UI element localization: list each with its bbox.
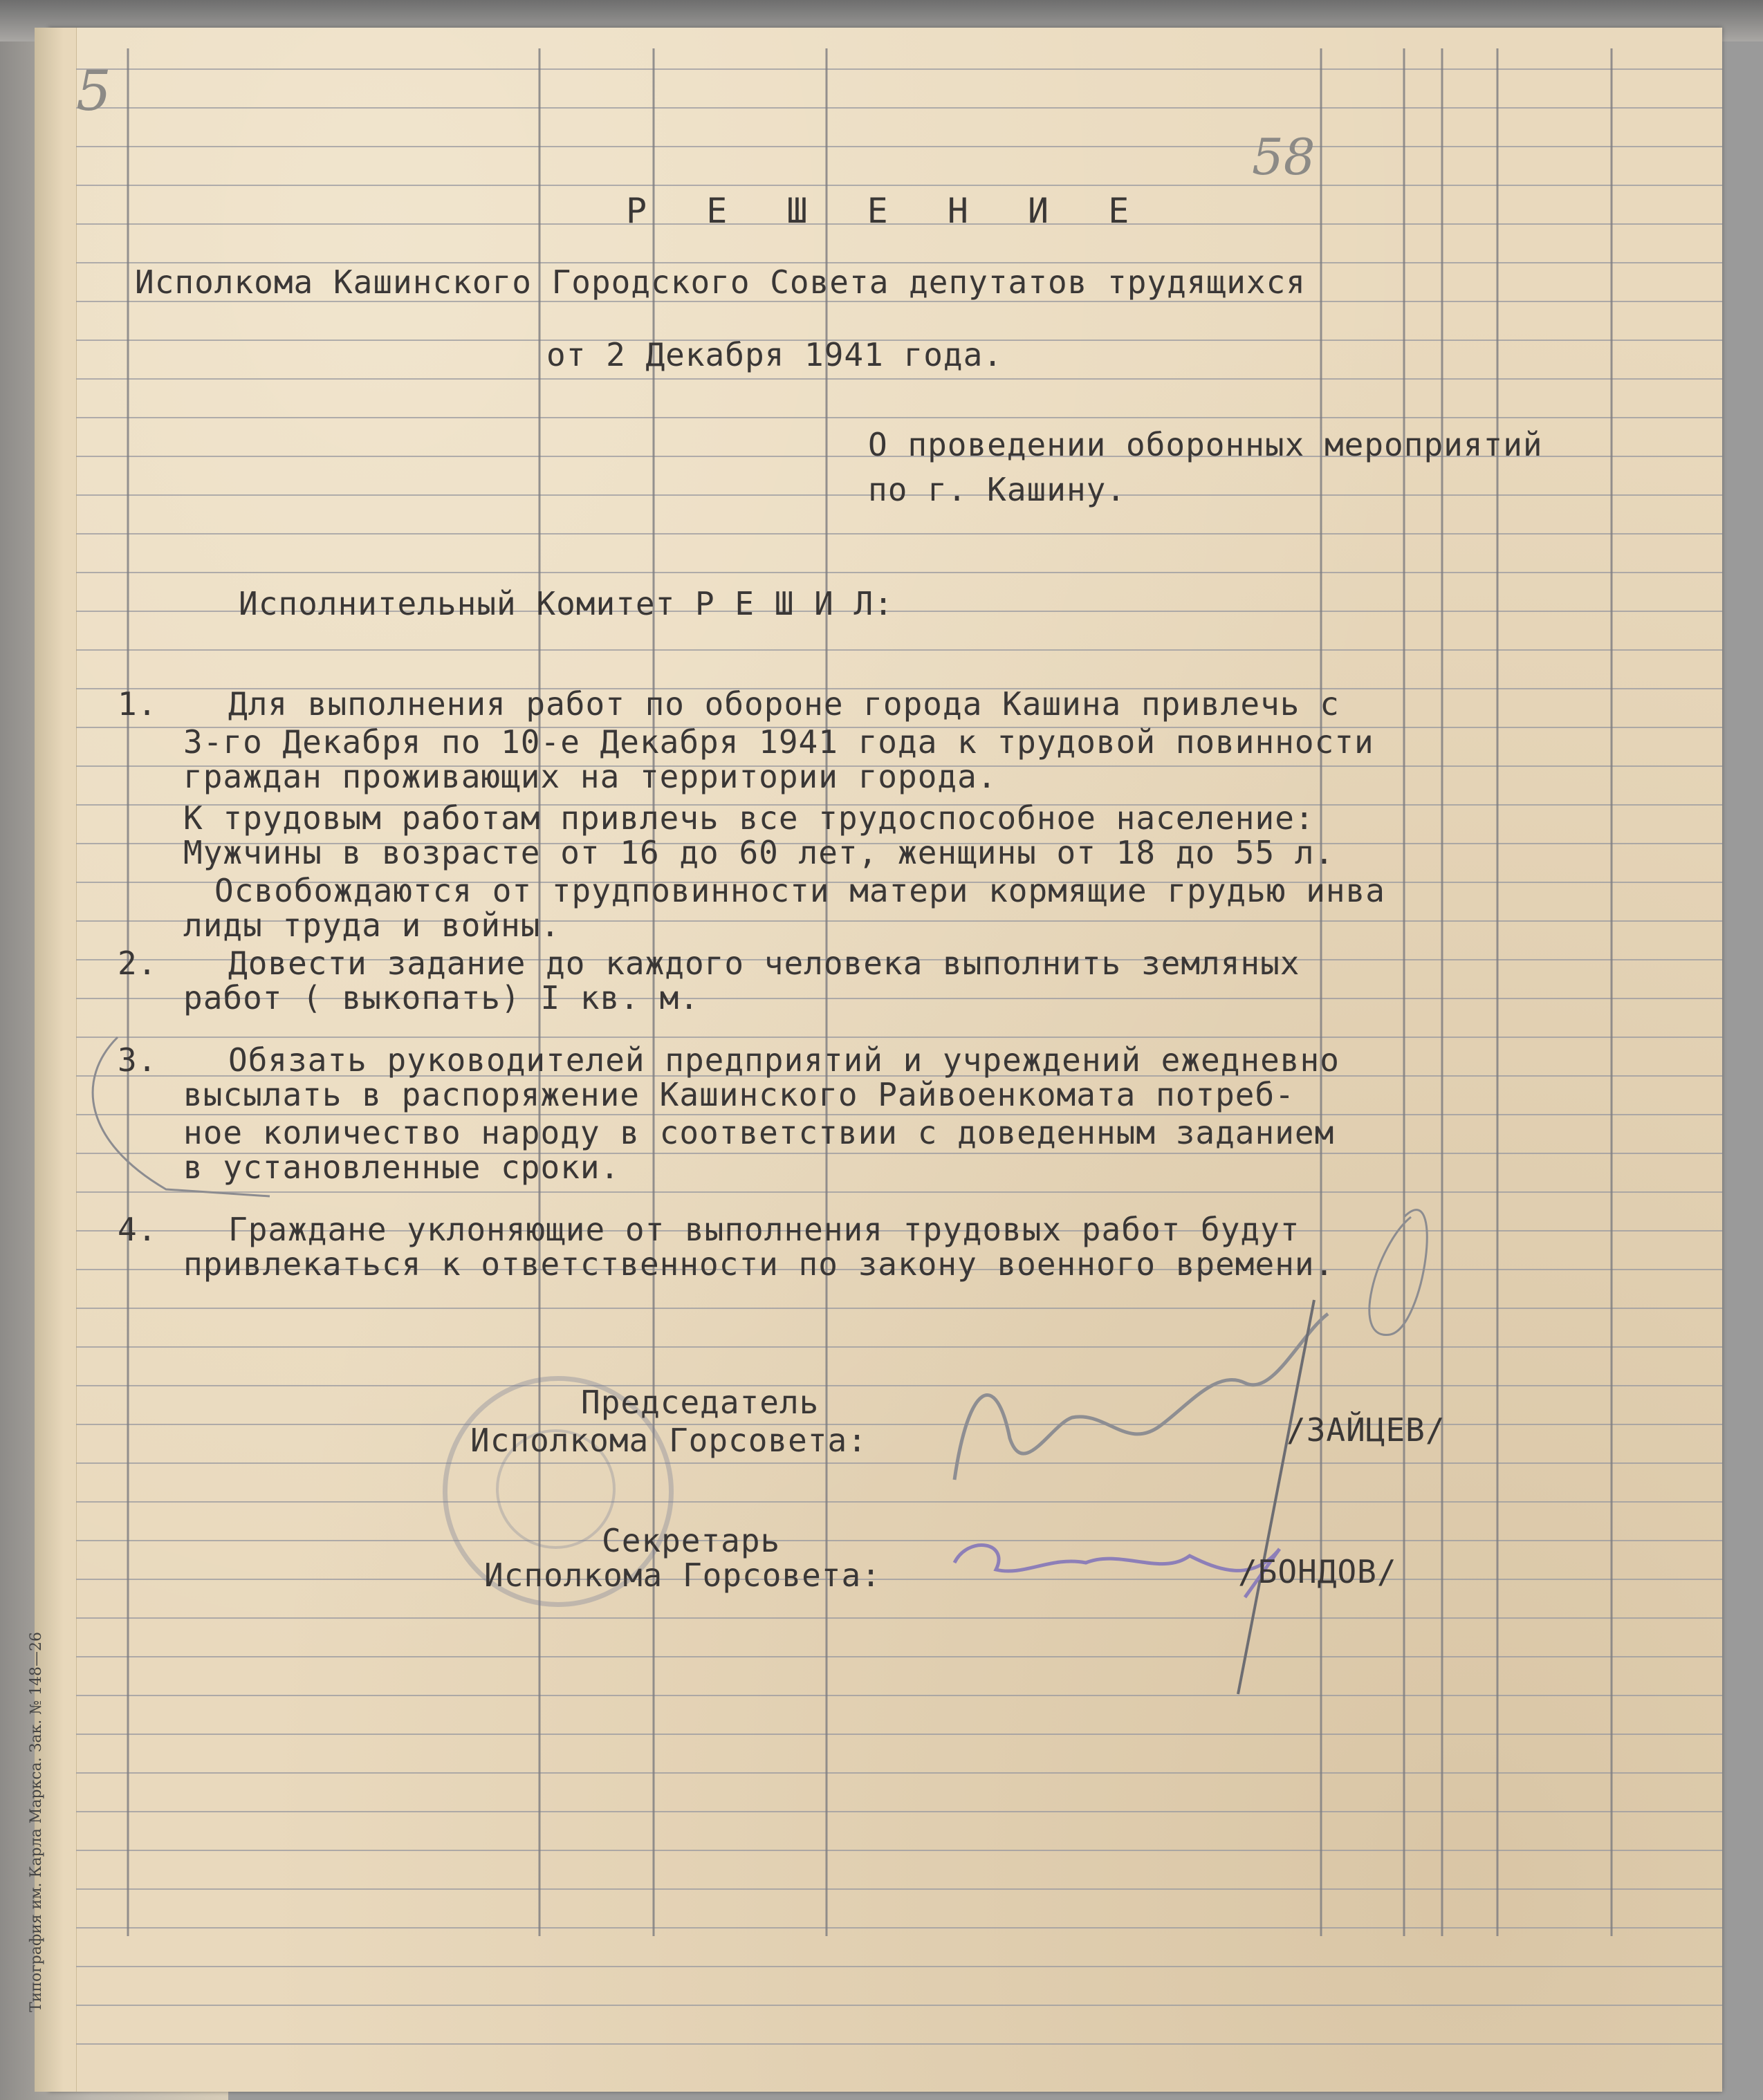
item-2-line-2: работ ( выкопать) I кв. м.	[183, 979, 700, 1016]
item-1-line-1: Для выполнения работ по обороне города Кашина привлечь с	[228, 685, 1340, 723]
item-1-line-3: граждан проживающих на территории города.	[183, 758, 997, 795]
item-2-number: 2.	[118, 945, 158, 982]
print-info: Типография им. Карла Маркса. Зак. № 148—26	[28, 1631, 45, 2012]
chairman-title: Председатель	[581, 1384, 820, 1421]
chairman-signature	[954, 1314, 1328, 1480]
item-3-line-2: высылать в распоряжение Кашинского Райвоенкомата потреб-	[183, 1076, 1295, 1113]
item-3-line-4: в установленные сроки.	[183, 1149, 620, 1186]
item-1-extra-4: лиды труда и войны.	[183, 907, 561, 944]
issuer-line: Исполкома Кашинского Городского Совета депутатов трудящихся	[135, 263, 1306, 301]
chairman-org: Исполкома Горсовета:	[470, 1422, 867, 1459]
corner-mark: 5	[76, 59, 111, 123]
archive-sheet-number: 58	[1252, 128, 1316, 186]
item-2-line-1: Довести задание до каждого человека выполнить земляных	[228, 945, 1300, 982]
secretary-title: Секретарь	[602, 1522, 781, 1559]
document-title: Р Е Ш Е Н И Е	[626, 191, 1149, 231]
subject-line-1: О проведении оборонных мероприятий	[868, 426, 1543, 463]
secretary-signature	[954, 1545, 1280, 1597]
chairman-signature-stroke	[1238, 1300, 1314, 1694]
item-1-extra-3: Освобождаются от трудповинности матери кормящие грудью инва	[214, 872, 1385, 909]
item-4-number: 4.	[118, 1211, 158, 1248]
item-3-line-1: Обязать руководителей предприятий и учреждений ежедневно	[228, 1041, 1340, 1079]
secretary-name: /БОНДОВ/	[1238, 1553, 1397, 1590]
secretary-org: Исполкома Горсовета:	[484, 1557, 881, 1594]
date-line: от 2 Декабря 1941 года.	[546, 336, 1003, 373]
circled-mark	[1369, 1210, 1427, 1335]
item-4-line-2: привлекаться к ответственности по закону военного времени.	[183, 1245, 1335, 1283]
chairman-name: /ЗАЙЦЕВ/	[1286, 1411, 1446, 1449]
item-3-line-3: ное количество народу в соответствии с доведенным заданием	[183, 1114, 1335, 1151]
item-1-line-2: 3-го Декабря по 10-е Декабря 1941 года к трудовой повинности	[183, 723, 1374, 761]
item-1-extra-1: К трудовым работам привлечь все трудоспособное население:	[183, 799, 1315, 837]
item-4-line-1: Граждане уклоняющие от выполнения трудовых работ будут	[228, 1211, 1300, 1248]
item-3-number: 3.	[118, 1041, 158, 1079]
subject-line-2: по г. Кашину.	[868, 471, 1127, 508]
item-1-number: 1.	[118, 685, 158, 723]
item-1-extra-2: Мужчины в возрасте от 16 до 60 лет, женщины от 18 до 55 л.	[183, 834, 1335, 871]
resolution-heading: Исполнительный Комитет Р Е Ш И Л:	[239, 585, 894, 622]
